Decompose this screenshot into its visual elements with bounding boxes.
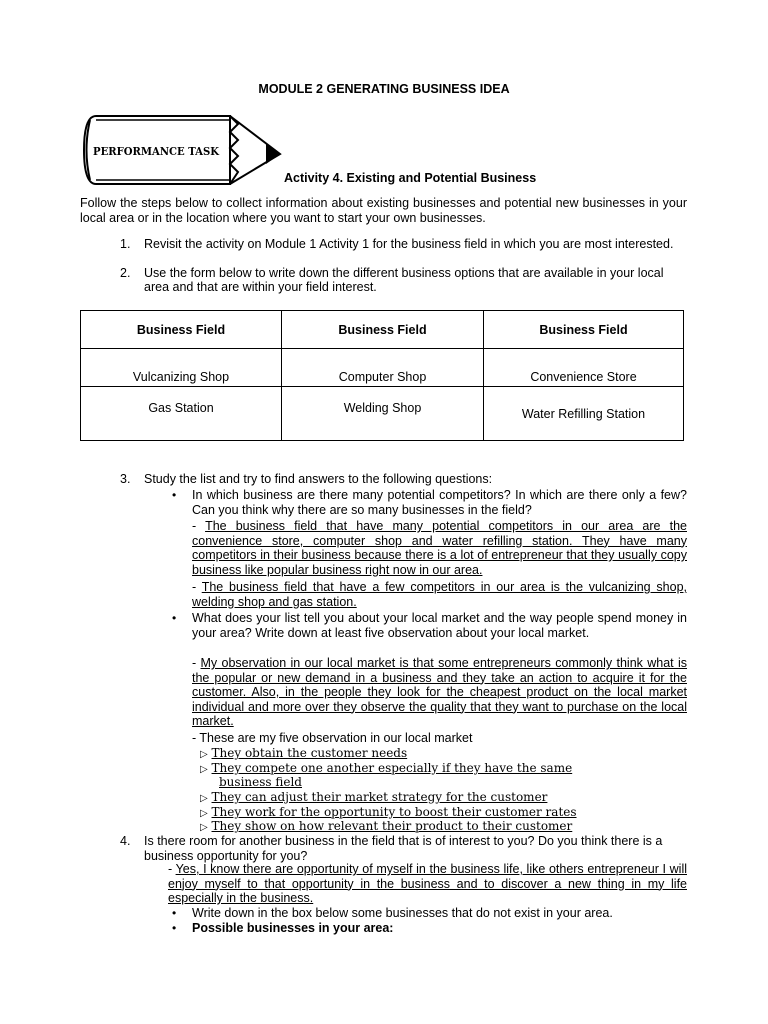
- table-header: Business Field: [282, 311, 484, 349]
- possible-businesses-label: Possible businesses in your area:: [192, 921, 394, 935]
- triangle-icon: ▷: [200, 793, 208, 804]
- step-number: 4.: [120, 834, 131, 848]
- observation-text: They show on how relevant their product to their customer: [211, 819, 573, 833]
- dash: -: [192, 519, 206, 533]
- step-text: Study the list and try to find answers to the following questions:: [144, 472, 493, 486]
- step-3: [120, 472, 687, 487]
- table-cell: Gas Station: [81, 387, 282, 441]
- step-text: Use the form below to write down the different business options that are available in your local area and that are within your field interest.: [144, 266, 664, 294]
- performance-task-pencil: [80, 110, 285, 190]
- step-number: 1.: [120, 237, 131, 251]
- step-1: [120, 237, 687, 265]
- bullet-icon: •: [172, 488, 177, 502]
- step-text: Revisit the activity on Module 1 Activity 1 for the business field in which you are most interested.: [144, 237, 674, 251]
- observation-continuation: [219, 775, 302, 790]
- answer-opportunity: [168, 862, 687, 906]
- step-4: [120, 834, 687, 864]
- table-row: [81, 387, 684, 441]
- activity-title: Activity 4. Existing and Potential Business: [284, 171, 537, 185]
- dash: -: [192, 656, 201, 670]
- table-header: Business Field: [81, 311, 282, 349]
- table-cell: Water Refilling Station: [484, 387, 684, 441]
- dash: -: [168, 862, 176, 876]
- step-number: 2.: [120, 266, 131, 280]
- table-header: Business Field: [484, 311, 684, 349]
- table-cell: Computer Shop: [282, 349, 484, 387]
- observation-text: They compete one another especially if they have the same: [211, 761, 573, 775]
- instruction-write-businesses: Write down in the box below some businesses that do not exist in your area.: [192, 906, 613, 920]
- answer-text: Yes, I know there are opportunity of myself in the business life, like others entrepreneur I will enjoy myself to that opportunity in the business and to discover a new thing in my life especially in the business.: [168, 862, 687, 905]
- table-cell: Convenience Store: [484, 349, 684, 387]
- business-field-table: [80, 310, 684, 441]
- triangle-icon: ▷: [200, 808, 208, 819]
- observation-text: business field: [219, 775, 302, 789]
- triangle-icon: ▷: [200, 749, 208, 760]
- answer-local-market: [192, 656, 687, 729]
- triangle-icon: ▷: [200, 764, 208, 775]
- table-cell: Welding Shop: [282, 387, 484, 441]
- pencil-label: PERFORMANCE TASK: [93, 145, 220, 158]
- bullet-icon: •: [172, 906, 177, 920]
- page-title: MODULE 2 GENERATING BUSINESS IDEA: [258, 82, 510, 96]
- observation-text: They can adjust their market strategy for the customer: [211, 790, 548, 804]
- triangle-icon: ▷: [200, 822, 208, 833]
- answer-text: The business field that have many potential competitors in our area are the convenience store, computer shop and water refilling station. They have many competitors in their business because there is a lot of entrepreneur that they usually copy business like popular business right now in our area.: [192, 519, 687, 577]
- bullet-icon: •: [172, 611, 177, 625]
- step-2: [120, 266, 687, 294]
- table-row: [81, 349, 684, 387]
- step-text: Is there room for another business in the field that is of interest to you? Do you think there is a business opportunity for you?: [144, 834, 663, 863]
- observations-heading: - These are my five observation in our local market: [192, 731, 473, 745]
- answer-many-competitors: [192, 519, 687, 577]
- observation-text: They work for the opportunity to boost their customer rates: [211, 805, 577, 819]
- answer-text: My observation in our local market is that some entrepreneurs commonly think what is the popular or new demand in a business and they take an action to acquire it for the customer. Also, in the people they look for the cheapest product on the local market individual and more over they observe the quality that they want to purchase on the local market.: [192, 656, 688, 728]
- question-competitors: In which business are there many potential competitors? In which are there only a few? Can you think why there are so many businesses in the field?: [192, 488, 687, 517]
- step-number: 3.: [120, 472, 131, 486]
- answer-few-competitors: [192, 580, 687, 609]
- observation-text: They obtain the customer needs: [211, 746, 408, 760]
- table-cell: Vulcanizing Shop: [81, 349, 282, 387]
- bullet-icon: •: [172, 921, 177, 935]
- pencil-icon: [80, 110, 285, 190]
- question-local-market: What does your list tell you about your local market and the way people spend money in your area? Write down at least five observation about your local market.: [192, 611, 687, 640]
- intro-paragraph: Follow the steps below to collect information about existing businesses and potential new businesses in your local area or in the location where you want to start your own businesses.: [80, 196, 687, 225]
- table-header-row: [81, 311, 684, 349]
- answer-text: The business field that have a few competitors in our area is the vulcanizing shop, welding shop and gas station.: [192, 580, 687, 609]
- dash: -: [192, 580, 202, 594]
